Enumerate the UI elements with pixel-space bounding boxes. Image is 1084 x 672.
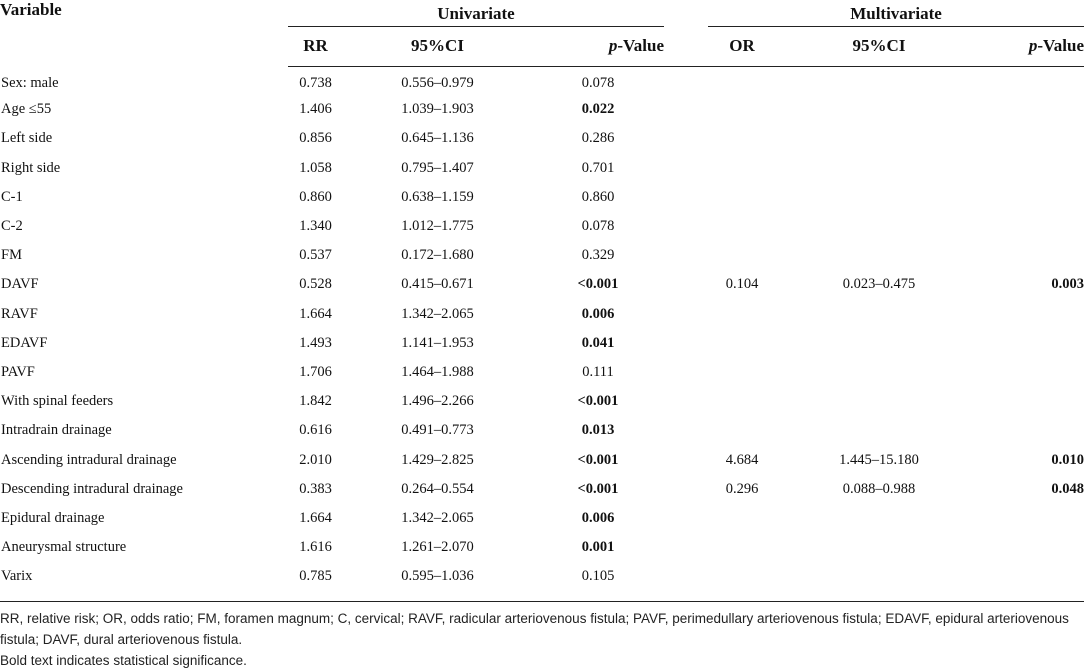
- rr-cell: 1.842: [299, 393, 332, 410]
- ci-cell: 0.556–0.979: [401, 75, 474, 92]
- gap-cell: [664, 416, 708, 445]
- rr-cell: 0.856: [299, 130, 332, 147]
- table-row: [0, 183, 1084, 212]
- table-row: [0, 124, 1084, 153]
- p-value-cell: <0.001: [577, 451, 619, 468]
- table-row: [0, 329, 1084, 358]
- gap-cell: [664, 562, 708, 591]
- or-ci-cell: [776, 183, 982, 212]
- p-value-cell: 0.041: [581, 334, 615, 351]
- table-row: [0, 387, 1084, 416]
- variable-cell: Aneurysmal structure: [1, 539, 127, 556]
- rr-cell: 1.664: [299, 305, 332, 322]
- ci-cell: 0.415–0.671: [401, 276, 474, 293]
- ci-cell: 1.342–2.065: [401, 509, 474, 526]
- ci-cell: 1.496–2.266: [401, 393, 474, 410]
- or-cell: [708, 533, 776, 562]
- rr-cell: 0.616: [299, 422, 332, 439]
- or-cell: [708, 183, 776, 212]
- or-p-value-cell: [982, 329, 1084, 358]
- p-value-cell: 0.078: [581, 75, 615, 92]
- p-value-cell: 0.006: [581, 305, 615, 322]
- variable-cell: C-1: [1, 188, 23, 205]
- or-p-value-cell: [982, 66, 1084, 95]
- or-cell: [708, 212, 776, 241]
- or-ci-cell: [776, 124, 982, 153]
- rr-cell: 0.785: [299, 568, 332, 585]
- or-cell: [708, 329, 776, 358]
- rr-cell: 0.738: [299, 75, 332, 92]
- or-ci-cell: [776, 358, 982, 387]
- ci-cell: 0.491–0.773: [401, 422, 474, 439]
- table-row: [0, 154, 1084, 183]
- or-p-value-cell: [982, 416, 1084, 445]
- or-p-value-cell: 0.048: [1051, 480, 1084, 497]
- table-row: [0, 241, 1084, 270]
- rr-cell: 1.493: [299, 334, 332, 351]
- gap-cell: [664, 445, 708, 474]
- rr-cell: 0.860: [299, 188, 332, 205]
- or-ci-cell: [776, 416, 982, 445]
- table-row: [0, 416, 1084, 445]
- p-value-cell: 0.111: [582, 363, 614, 380]
- or-cell: 0.104: [725, 276, 759, 293]
- gap-cell: [664, 475, 708, 504]
- table-row: [0, 475, 1084, 504]
- table-footnotes: [0, 601, 1084, 671]
- variable-cell: Left side: [1, 130, 53, 147]
- or-p-value-cell: [982, 358, 1084, 387]
- p-value-cell: <0.001: [577, 393, 619, 410]
- gap-cell: [664, 183, 708, 212]
- gap-cell: [664, 358, 708, 387]
- or-p-value-cell: [982, 95, 1084, 124]
- or-ci-cell: [776, 387, 982, 416]
- or-cell: [708, 300, 776, 329]
- table-row: [0, 504, 1084, 533]
- multivariate-header: Multivariate: [708, 0, 1084, 26]
- or-ci-cell: 1.445–15.180: [839, 451, 919, 468]
- or-p-value-header: p-Value: [982, 26, 1084, 66]
- or-p-value-cell: [982, 124, 1084, 153]
- variable-header: Variable: [0, 0, 62, 19]
- ci-cell: 1.261–2.070: [401, 539, 474, 556]
- header-gap: [664, 0, 708, 26]
- table-row: [0, 270, 1084, 299]
- variable-cell: Varix: [1, 568, 33, 585]
- or-ci-cell: [776, 212, 982, 241]
- gap-cell: [664, 270, 708, 299]
- p-value-cell: <0.001: [577, 480, 619, 497]
- or-header: OR: [708, 26, 776, 66]
- or-cell: [708, 387, 776, 416]
- or-ci-cell: [776, 300, 982, 329]
- or-p-value-cell: [982, 212, 1084, 241]
- p-value-cell: 0.013: [581, 422, 615, 439]
- ci-cell: 0.172–1.680: [401, 247, 474, 264]
- or-p-value-cell: [982, 533, 1084, 562]
- table-row: [0, 300, 1084, 329]
- or-ci-cell: [776, 66, 982, 95]
- p-value-cell: 0.701: [581, 159, 615, 176]
- ci-cell: 1.342–2.065: [401, 305, 474, 322]
- ci-header: 95%CI: [343, 26, 532, 66]
- gap-cell: [664, 387, 708, 416]
- gap-cell: [664, 66, 708, 95]
- table-row: [0, 95, 1084, 124]
- or-p-value-cell: [982, 387, 1084, 416]
- p-value-cell: 0.286: [581, 130, 615, 147]
- or-ci-cell: [776, 154, 982, 183]
- table-row: [0, 533, 1084, 562]
- variable-cell: Ascending intradural drainage: [1, 451, 177, 468]
- rr-cell: 1.058: [299, 159, 332, 176]
- p-value-cell: 0.001: [581, 539, 615, 556]
- or-cell: [708, 124, 776, 153]
- rr-cell: 0.528: [299, 276, 332, 293]
- variable-cell: Right side: [1, 159, 61, 176]
- or-ci-cell: [776, 95, 982, 124]
- table-row: [0, 212, 1084, 241]
- or-p-value-cell: [982, 154, 1084, 183]
- or-ci-cell: 0.023–0.475: [842, 276, 916, 293]
- variable-cell: PAVF: [1, 363, 35, 380]
- p-value-header: p-Value: [532, 26, 664, 66]
- or-ci-cell: [776, 329, 982, 358]
- rr-cell: 2.010: [299, 451, 332, 468]
- or-cell: 0.296: [725, 480, 759, 497]
- ci-cell: 0.645–1.136: [401, 130, 474, 147]
- gap-cell: [664, 329, 708, 358]
- or-ci-cell: [776, 562, 982, 591]
- or-cell: [708, 66, 776, 95]
- gap-cell: [664, 533, 708, 562]
- p-value-cell: 0.078: [581, 218, 615, 235]
- header-group-row: [0, 0, 1084, 26]
- or-ci-header: 95%CI: [776, 26, 982, 66]
- or-cell: [708, 562, 776, 591]
- p-value-cell: 0.860: [581, 188, 615, 205]
- or-p-value-cell: 0.010: [1051, 451, 1084, 468]
- rr-cell: 1.706: [299, 363, 332, 380]
- gap-cell: [664, 241, 708, 270]
- ci-cell: 1.429–2.825: [401, 451, 474, 468]
- or-ci-cell: [776, 533, 982, 562]
- or-p-value-cell: [982, 504, 1084, 533]
- univariate-header: Univariate: [288, 0, 664, 26]
- variable-cell: With spinal feeders: [1, 393, 114, 410]
- variable-cell: Age ≤55: [1, 101, 52, 118]
- rr-cell: 0.383: [299, 480, 332, 497]
- gap-cell: [664, 504, 708, 533]
- or-p-value-cell: [982, 241, 1084, 270]
- or-cell: [708, 504, 776, 533]
- or-cell: [708, 358, 776, 387]
- variable-cell: Sex: male: [1, 75, 59, 92]
- variable-cell: FM: [1, 247, 22, 264]
- variable-cell: Descending intradural drainage: [1, 480, 183, 497]
- or-p-value-cell: [982, 562, 1084, 591]
- rr-cell: 1.664: [299, 509, 332, 526]
- header-gap: [664, 26, 708, 66]
- gap-cell: [664, 95, 708, 124]
- gap-cell: [664, 212, 708, 241]
- variable-cell: Epidural drainage: [1, 509, 105, 526]
- variable-cell: EDAVF: [1, 334, 48, 351]
- ci-cell: 0.264–0.554: [401, 480, 474, 497]
- variable-cell: Intradrain drainage: [1, 422, 112, 439]
- table-row: [0, 66, 1084, 95]
- or-ci-cell: 0.088–0.988: [842, 480, 916, 497]
- p-value-cell: 0.022: [581, 101, 615, 118]
- table-row: [0, 562, 1084, 591]
- ci-cell: 1.464–1.988: [401, 363, 474, 380]
- abbreviations-note: RR, relative risk; OR, odds ratio; FM, foramen magnum; C, cervical; RAVF, radicular arteriovenous fistula; PAVF, perimedullary arteriovenous fistula; EDAVF, epidural arteriovenous fistula; DAVF, dural arteriovenous fistula.: [0, 611, 1069, 647]
- or-cell: [708, 416, 776, 445]
- significance-note: Bold text indicates statistical significance.: [0, 653, 247, 668]
- or-ci-cell: [776, 241, 982, 270]
- gap-cell: [664, 300, 708, 329]
- p-value-cell: <0.001: [577, 276, 619, 293]
- p-value-cell: 0.006: [581, 509, 615, 526]
- rr-cell: 1.406: [299, 101, 332, 118]
- p-value-cell: 0.105: [581, 568, 615, 585]
- ci-cell: 1.012–1.775: [401, 218, 474, 235]
- gap-cell: [664, 124, 708, 153]
- ci-cell: 0.595–1.036: [401, 568, 474, 585]
- ci-cell: 1.039–1.903: [401, 101, 474, 118]
- table-body: [0, 66, 1084, 591]
- gap-cell: [664, 154, 708, 183]
- variable-cell: C-2: [1, 218, 23, 235]
- ci-cell: 1.141–1.953: [401, 334, 474, 351]
- or-p-value-cell: [982, 183, 1084, 212]
- or-p-value-cell: [982, 300, 1084, 329]
- table-row: [0, 445, 1084, 474]
- table-row: [0, 358, 1084, 387]
- rr-header: RR: [288, 26, 343, 66]
- rr-cell: 0.537: [299, 247, 332, 264]
- or-cell: [708, 95, 776, 124]
- or-p-value-cell: 0.003: [1051, 276, 1084, 293]
- or-cell: [708, 241, 776, 270]
- ci-cell: 0.795–1.407: [401, 159, 474, 176]
- ci-cell: 0.638–1.159: [401, 188, 474, 205]
- or-cell: [708, 154, 776, 183]
- rr-cell: 1.616: [299, 539, 332, 556]
- or-ci-cell: [776, 504, 982, 533]
- p-value-cell: 0.329: [581, 247, 615, 264]
- variable-cell: RAVF: [1, 305, 38, 322]
- or-cell: 4.684: [725, 451, 759, 468]
- variable-cell: DAVF: [1, 276, 39, 293]
- rr-cell: 1.340: [299, 218, 332, 235]
